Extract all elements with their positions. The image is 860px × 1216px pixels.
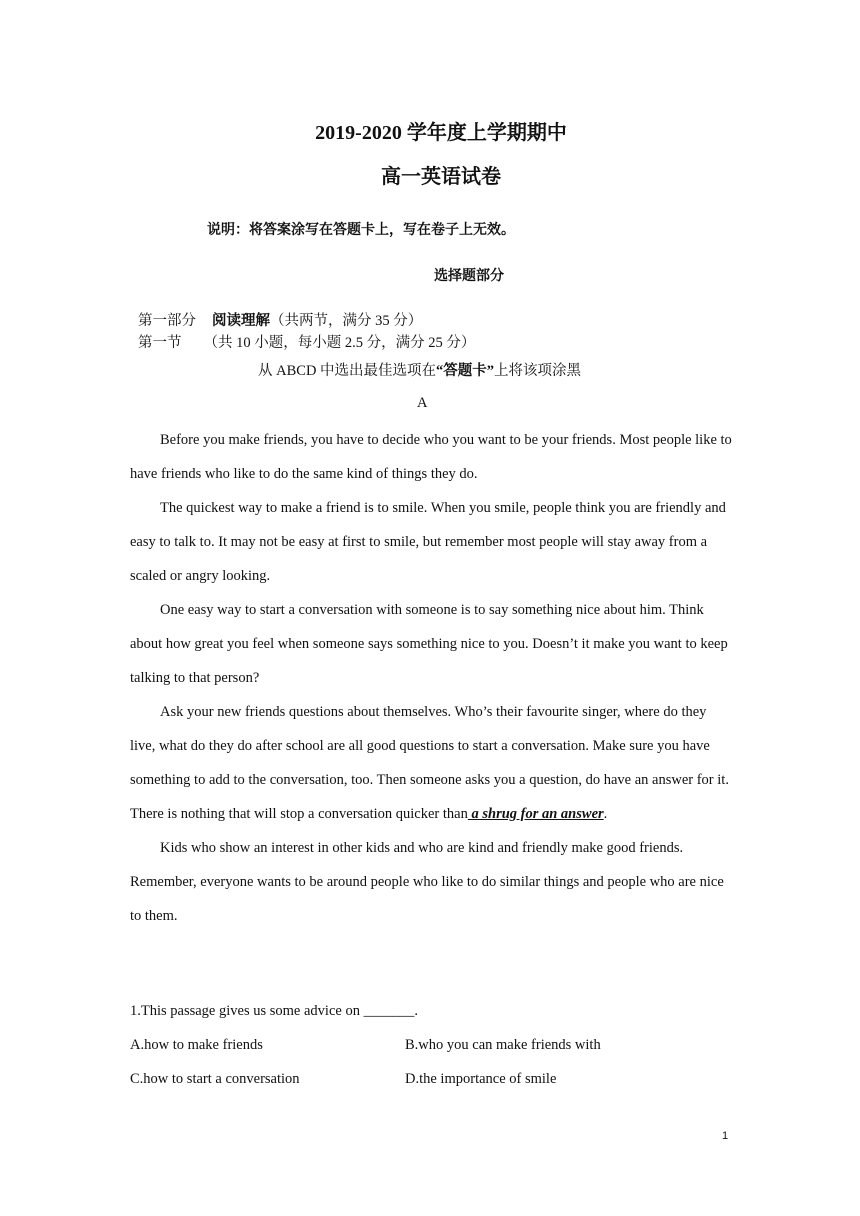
section-detail: （共 10 小题，每小题 2.5 分，满分 25 分） <box>203 335 476 351</box>
option-a: A.how to make friends <box>130 1037 263 1053</box>
directions-line <box>258 359 581 380</box>
passage-paragraph: The quickest way to make a friend is to smile. When you smile, people think you are friendly and easy to talk to. It may not be easy at first to smile, but remember most people will stay away from a scaled or angry looking. <box>130 500 726 584</box>
part-label: 第一部分 <box>138 313 196 329</box>
passage-paragraph: Kids who show an interest in other kids and who are kind and friendly make good friends. Remember, everyone wants to be around people who like to do similar things and people who are nice to them. <box>130 840 724 924</box>
question-stem: 1.This passage gives us some advice on _______. <box>130 1003 418 1019</box>
passage-text-end: . <box>603 806 608 822</box>
part-line <box>138 309 422 330</box>
section-label: 第一节 <box>138 335 182 351</box>
instruction-note: 说明：将答案涂写在答题卡上，写在卷子上无效。 <box>207 223 515 238</box>
option-b: B.who you can make friends with <box>405 1037 601 1053</box>
page-number: 1 <box>722 1130 729 1142</box>
option-d: D.the importance of smile <box>405 1071 557 1087</box>
passage-paragraph: Before you make friends, you have to decide who you want to be your friends. Most people like to have friends who like to do the same kind of things they do. <box>130 432 732 482</box>
part-name: 阅读理解 <box>212 313 270 329</box>
option-c: C.how to start a conversation <box>130 1071 300 1087</box>
directions-pre: 从 ABCD 中选出最佳选项在 <box>258 363 437 379</box>
passage-text: Ask your new friends questions about themselves. Who’s their favourite singer, where do they live, what do they do after school are all good questions to start a conversation. Make sure you have something to add to the conversation, too. Then someone asks you a question, do have an answer for it. There is nothing that will stop a conversation quicker than <box>130 704 729 822</box>
passage-label: A <box>417 395 428 411</box>
passage-paragraph <box>130 695 732 831</box>
section-heading: 选择题部分 <box>434 269 504 284</box>
exam-title: 2019-2020 学年度上学期期中 <box>315 122 567 144</box>
passage-paragraph: One easy way to start a conversation with someone is to say something nice about him. Think about how great you feel when someone says something nice to you. Doesn’t it make you want to keep talking to that person? <box>130 602 728 686</box>
part-detail: （共两节，满分 35 分） <box>270 313 423 329</box>
section-line <box>138 331 475 352</box>
directions-bold: “答题卡” <box>436 363 495 379</box>
reading-passage <box>130 423 732 933</box>
underlined-phrase: a shrug for an answer <box>467 806 604 822</box>
directions-post: 上将该项涂黑 <box>494 363 582 379</box>
exam-subtitle: 高一英语试卷 <box>381 166 501 188</box>
